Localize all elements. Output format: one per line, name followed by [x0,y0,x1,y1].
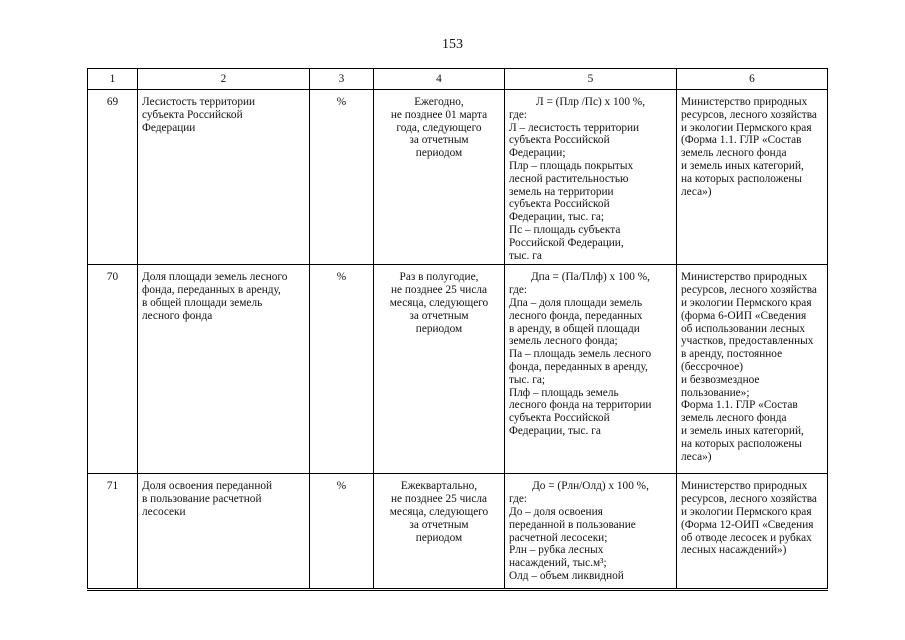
indicator-name-line: лесосеки [142,505,186,518]
col-header: 3 [310,69,374,90]
indicator-table [87,68,828,589]
formula-line: насаждений, тыс.м³; [509,557,607,570]
indicator-name-line: в общей площади земель [142,296,263,309]
source-line: Министерство природных [681,271,808,284]
source-line: (форма 6-ОИП «Сведения [681,309,807,322]
source-line: и земель иных категорий, [681,424,804,437]
formula-line: Па – площадь земель лесного [509,348,652,361]
source-line: леса») [681,185,712,198]
indicator-name-line: фонда, переданных в аренду, [142,284,281,297]
formula-line: До – доля освоения [509,505,603,518]
formula-line: Дпа – доля площади земель [509,296,643,309]
source-cell [677,90,828,265]
source-line: Министерство природных [681,480,808,493]
formula-line: Пс – площадь субъекта [509,223,621,236]
formula-cell [505,265,677,474]
formula-line: Л – лесистость территории [509,121,640,134]
col-header: 4 [374,69,505,90]
formula-line: фонда, переданных в аренду, [509,360,648,373]
row-number: 71 [88,474,138,589]
source-line: на которых расположены [681,437,802,450]
formula-line: Федерации, тыс. га [509,424,601,437]
table-row [88,265,828,474]
formula-line: тыс. га [509,249,542,262]
formula-line: лесного фонда на территории [509,399,652,412]
source-line: и экологии Пермского края [681,505,812,518]
formula-line: субъекта Российской [509,412,610,425]
source-line: пользование»; [681,386,750,399]
frequency-line: не позднее 25 числа [391,493,487,506]
indicator-name-line: Доля освоения переданной [142,480,273,493]
indicator-name-line: Лесистость территории [142,96,256,108]
page-number: 153 [442,37,463,52]
formula-line: где: [509,108,527,121]
col-header: 2 [138,69,310,90]
formula-line: лесной растительностью [509,172,629,185]
frequency-line: года, следующего [396,121,482,134]
formula-line: Плф – площадь земель [509,386,619,399]
formula-line: Российской Федерации, [509,236,624,249]
formula-line: земель лесного фонда; [509,335,618,348]
source-line: участков, предоставленных [681,335,814,348]
indicator-name [138,265,310,474]
formula-cell [505,474,677,589]
frequency-cell [374,90,505,265]
formula-line: земель на территории [509,185,614,198]
header-row [88,69,828,90]
indicator-name [138,474,310,589]
source-line: лесных насаждений») [681,544,787,557]
formula-expression: До = (Рлн/Олд) х 100 %, [532,480,649,493]
source-line: и безвозмездное [681,373,760,386]
formula-line: Плр – площадь покрытых [509,159,634,172]
frequency-line: Ежегодно, [414,96,464,108]
frequency-line: за отчетным [409,134,469,147]
source-line: об отводе лесосек и рубках [681,531,812,544]
frequency-line: месяца, следующего [389,296,489,309]
source-line: ресурсов, лесного хозяйства [681,284,817,297]
formula-line: расчетной лесосеки; [509,531,608,544]
source-line: (Форма 12-ОИП «Сведения [681,518,814,531]
formula-expression: Дпа = (Па/Плф) х 100 %, [530,271,651,284]
frequency-cell [374,265,505,474]
formula-line: субъекта Российской [509,198,610,211]
unit-cell: % [310,265,374,474]
indicator-name-line: Федерации [142,121,196,134]
row-number: 70 [88,265,138,474]
formula-line: где: [509,493,527,506]
formula-line: лесного фонда, переданных [509,309,643,322]
formula-expression: Л = (Плр /Пс) х 100 %, [535,96,646,108]
frequency-line: не позднее 25 числа [391,284,487,297]
formula-line: субъекта Российской [509,134,610,147]
source-line: на которых расположены [681,172,802,185]
source-line: ресурсов, лесного хозяйства [681,108,817,121]
frequency-line: Раз в полугодие, [399,271,479,284]
formula-line: тыс. га; [509,373,545,386]
unit-cell: % [310,90,374,265]
source-line: Министерство природных [681,96,808,108]
indicator-name-line: лесного фонда [142,309,213,322]
source-line: и земель иных категорий, [681,159,804,172]
formula-line: в аренду, в общей площади [509,322,640,335]
frequency-line: периодом [415,147,463,160]
formula-line: где: [509,284,527,297]
frequency-line: периодом [415,322,463,335]
source-line: леса») [681,450,712,463]
frequency-line: месяца, следующего [389,505,489,518]
formula-line: переданной в пользование [509,518,636,531]
indicator-name-line: субъекта Российской [142,108,243,121]
indicator-name-line: в пользование расчетной [142,493,262,506]
frequency-line: за отчетным [409,309,469,322]
source-line: ресурсов, лесного хозяйства [681,493,817,506]
source-cell [677,474,828,589]
frequency-line: не позднее 01 марта [390,108,488,121]
source-cell [677,265,828,474]
table-row [88,90,828,265]
frequency-line: за отчетным [409,518,469,531]
source-line: и экологии Пермского края [681,121,812,134]
formula-line: Федерации; [509,147,566,160]
source-line: и экологии Пермского края [681,296,812,309]
frequency-line: Ежеквартально, [400,480,478,493]
formula-line: Рлн – рубка лесных [509,544,604,557]
row-number: 69 [88,90,138,265]
table-row [88,474,828,589]
source-line: земель лесного фонда [681,147,787,160]
frequency-line: периодом [415,531,463,544]
indicator-name-line: Доля площади земель лесного [142,271,288,284]
source-line: (Форма 1.1. ГЛР «Состав [681,134,802,147]
page-cut-line [87,590,828,591]
indicator-name [138,90,310,265]
frequency-cell [374,474,505,589]
source-line: (бессрочное) [681,360,743,373]
formula-line: Олд – объем ликвидной [509,569,624,582]
col-header: 5 [505,69,677,90]
formula-cell [505,90,677,265]
source-line: Форма 1.1. ГЛР «Состав [681,399,798,412]
source-line: в аренду, постоянное [681,348,783,361]
col-header: 6 [677,69,828,90]
formula-line: Федерации, тыс. га; [509,211,604,224]
source-line: земель лесного фонда [681,412,787,425]
unit-cell: % [310,474,374,589]
source-line: об использовании лесных [681,322,806,335]
col-header: 1 [88,69,138,90]
